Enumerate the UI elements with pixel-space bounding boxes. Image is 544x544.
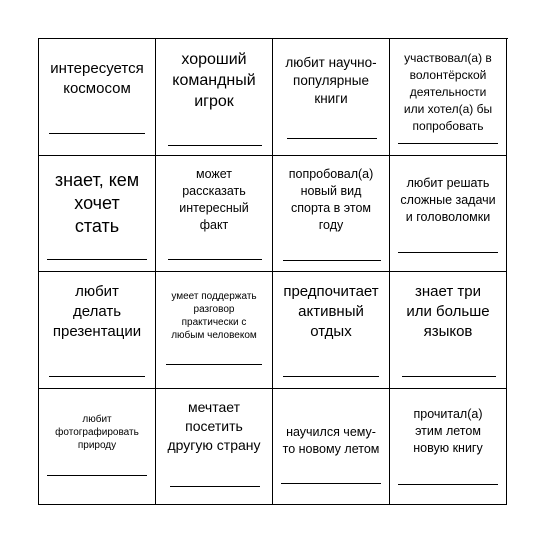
cell-text: предпочитает активный отдых [283, 283, 379, 340]
answer-line [283, 260, 381, 261]
bingo-cell[interactable] [39, 389, 156, 506]
cell-text: может рассказать интересный факт [179, 166, 249, 232]
cell-text: интересуется космосом [50, 60, 144, 97]
answer-line [281, 483, 381, 484]
answer-line [398, 484, 498, 485]
bingo-cell[interactable] [390, 272, 507, 389]
cell-text: участвовал(а) в волонтёрской деятельности или хотел(а) бы попробовать [403, 51, 493, 133]
cell-text: умеет поддержать разговор практически с любым человеком [171, 291, 257, 341]
cell-text: любит решать сложные задачи и головоломки [400, 175, 496, 224]
answer-line [170, 486, 260, 487]
answer-line [398, 252, 498, 253]
answer-line [398, 143, 498, 144]
cell-text: любит научно- популярные книги [285, 55, 377, 106]
bingo-board [38, 38, 508, 505]
bingo-cell[interactable] [156, 272, 273, 389]
answer-line [47, 259, 147, 260]
bingo-cell[interactable] [156, 389, 273, 506]
bingo-cell[interactable] [39, 39, 156, 156]
answer-line [168, 259, 262, 260]
cell-text: попробовал(а) новый вид спорта в этом году [288, 166, 374, 232]
cell-text: научился чему- то новому летом [282, 424, 380, 456]
cell-text: прочитал(а) этим летом новую книгу [413, 406, 483, 455]
answer-line [287, 138, 377, 139]
answer-line [168, 145, 262, 146]
cell-text: любит делать презентации [52, 283, 142, 340]
bingo-cell[interactable] [156, 39, 273, 156]
cell-text: мечтает посетить другую страну [167, 398, 261, 453]
answer-line [283, 376, 379, 377]
bingo-cell[interactable] [39, 272, 156, 389]
bingo-cell[interactable] [273, 39, 390, 156]
answer-line [49, 133, 145, 134]
bingo-cell[interactable] [390, 389, 507, 506]
answer-line [166, 364, 262, 365]
cell-text: хороший командный игрок [172, 51, 256, 110]
answer-line [49, 376, 145, 377]
bingo-cell[interactable] [273, 272, 390, 389]
answer-line [402, 376, 496, 377]
bingo-cell[interactable] [390, 39, 507, 156]
bingo-cell[interactable] [156, 156, 273, 273]
bingo-cell[interactable] [273, 389, 390, 506]
answer-line [47, 475, 147, 476]
bingo-cell[interactable] [390, 156, 507, 273]
bingo-cell[interactable] [39, 156, 156, 273]
cell-text: знает три или больше языков [406, 283, 490, 340]
cell-text: любит фотографировать природу [55, 413, 139, 451]
cell-text: знает, кем хочет стать [54, 169, 140, 236]
bingo-cell[interactable] [273, 156, 390, 273]
